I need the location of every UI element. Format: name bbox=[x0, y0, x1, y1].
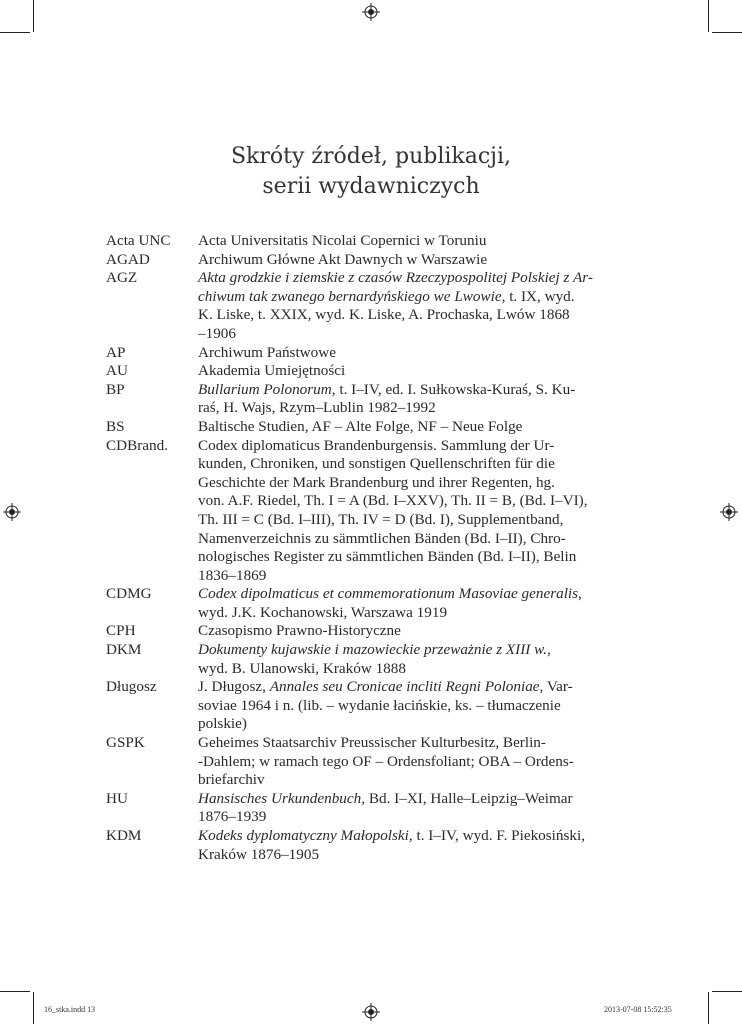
abbreviation-description bbox=[198, 622, 611, 641]
crop-mark bbox=[0, 32, 30, 33]
list-item bbox=[106, 790, 611, 827]
text: , Var- bbox=[539, 678, 573, 696]
list-item bbox=[106, 437, 611, 586]
text: Kraków 1876–1905 bbox=[198, 845, 320, 863]
crop-mark bbox=[712, 991, 742, 992]
description-line bbox=[198, 604, 611, 623]
text: , t. IX, wyd. bbox=[501, 287, 575, 305]
text: wyd. B. Ulanowski, Kraków 1888 bbox=[198, 659, 406, 677]
text: Namenverzeichnis zu sämmtlichen Bänden (Bd. I–II), Chro- bbox=[198, 529, 566, 547]
abbreviation-description bbox=[198, 678, 611, 734]
abbreviation-description bbox=[198, 641, 611, 678]
abbreviation: CDBrand. bbox=[106, 436, 169, 454]
abbreviation-description bbox=[198, 418, 611, 437]
text: Codex diplomaticus Brandenburgensis. Sammlung der Ur- bbox=[198, 436, 555, 454]
description-line bbox=[198, 753, 611, 772]
description-line bbox=[198, 399, 611, 418]
abbreviation-description bbox=[198, 251, 611, 270]
list-item bbox=[106, 827, 611, 864]
footer-file: 16_stka.indd 13 bbox=[44, 1005, 96, 1014]
description-line bbox=[198, 418, 611, 437]
text: wyd. J.K. Kochanowski, Warszawa 1919 bbox=[198, 603, 448, 621]
description-line bbox=[198, 715, 611, 734]
footer-timestamp: 2013-07-08 15:52:35 bbox=[604, 1005, 672, 1014]
text: Archiwum Główne Akt Dawnych w Warszawie bbox=[198, 250, 488, 268]
list-item bbox=[106, 418, 611, 437]
crop-mark bbox=[708, 992, 709, 1024]
abbreviation: AP bbox=[106, 343, 126, 361]
description-line bbox=[198, 269, 611, 288]
text: , Bd. I–XI, Halle–Leipzig–Weimar bbox=[361, 789, 573, 807]
abbreviation: AU bbox=[106, 362, 128, 380]
list-item bbox=[106, 641, 611, 678]
abbreviation: HU bbox=[106, 789, 128, 807]
description-line bbox=[198, 567, 611, 586]
description-line bbox=[198, 381, 611, 400]
list-item bbox=[106, 678, 611, 734]
description-line bbox=[198, 548, 611, 567]
italic-text: Bullarium Polonorum bbox=[198, 380, 332, 398]
text: Akademia Umiejętności bbox=[198, 362, 346, 380]
list-item bbox=[106, 585, 611, 622]
text: Acta Universitatis Nicolai Copernici w Toruniu bbox=[198, 232, 487, 249]
crop-mark bbox=[0, 991, 30, 992]
description-line bbox=[198, 641, 611, 660]
abbreviation: AGZ bbox=[106, 269, 138, 287]
abbreviation-description bbox=[198, 381, 611, 418]
text: briefarchiv bbox=[198, 771, 265, 789]
abbreviation: GSPK bbox=[106, 734, 145, 752]
list-item bbox=[106, 232, 611, 251]
list-item bbox=[106, 622, 611, 641]
description-line bbox=[198, 251, 611, 270]
description-line bbox=[198, 511, 611, 530]
description-line bbox=[198, 771, 611, 790]
description-line bbox=[198, 437, 611, 456]
description-line bbox=[198, 734, 611, 753]
italic-text: Codex dipolmaticus et commemorationum Masoviae generalis bbox=[198, 585, 579, 603]
text: K. Liske, t. XXIX, wyd. K. Liske, A. Prochaska, Lwów 1868 bbox=[198, 306, 570, 324]
list-item bbox=[106, 381, 611, 418]
registration-mark-icon bbox=[362, 3, 380, 21]
text: raś, H. Wajs, Rzym–Lublin 1982–1992 bbox=[198, 399, 436, 417]
page-title bbox=[0, 142, 742, 202]
abbreviation: CDMG bbox=[106, 585, 152, 603]
description-line bbox=[198, 622, 611, 641]
description-line bbox=[198, 306, 611, 325]
description-line bbox=[198, 530, 611, 549]
abbreviation-description bbox=[198, 232, 611, 251]
text: -Dahlem; w ramach tego OF – Ordensfoliant; OBA – Ordens- bbox=[198, 752, 574, 770]
abbreviation: DKM bbox=[106, 641, 142, 659]
italic-text: Annales seu Cronicae incliti Regni Poloniae bbox=[269, 678, 540, 696]
text: , bbox=[546, 641, 551, 659]
registration-mark-icon bbox=[362, 1003, 380, 1021]
abbreviation: KDM bbox=[106, 827, 142, 844]
crop-mark bbox=[712, 32, 742, 33]
italic-text: Kodeks dyplomatyczny Małopolski bbox=[198, 827, 409, 844]
description-line bbox=[198, 660, 611, 679]
text: soviae 1964 i n. (lib. – wydanie łacińskie, ks. – tłumaczenie bbox=[198, 696, 561, 714]
text: von. A.F. Riedel, Th. I = A (Bd. I–XXV), Th. II = B, (Bd. I–VI), bbox=[198, 492, 588, 510]
text: Geschichte der Mark Brandenburg und ihrer Regenten, hg. bbox=[198, 473, 555, 491]
description-line bbox=[198, 455, 611, 474]
abbreviation-list bbox=[106, 232, 611, 864]
list-item bbox=[106, 734, 611, 790]
list-item bbox=[106, 344, 611, 363]
abbreviation-description bbox=[198, 362, 611, 381]
description-line bbox=[198, 362, 611, 381]
description-line bbox=[198, 325, 611, 344]
text: kunden, Chroniken, und sonstigen Quellenschriften für die bbox=[198, 455, 555, 473]
description-line bbox=[198, 585, 611, 604]
crop-mark bbox=[33, 992, 34, 1024]
text: Archiwum Państwowe bbox=[198, 343, 336, 361]
text: polskie) bbox=[198, 715, 247, 733]
description-line bbox=[198, 790, 611, 809]
text: –1906 bbox=[198, 324, 236, 342]
italic-text: chiwum tak zwanego bernardyńskiego we Lwowie bbox=[198, 287, 502, 305]
italic-text: Hansisches Urkundenbuch bbox=[198, 789, 362, 807]
text: Th. III = C (Bd. I–III), Th. IV = D (Bd. I), Supplementband, bbox=[198, 510, 564, 528]
abbreviation-description bbox=[198, 437, 611, 586]
abbreviation-description bbox=[198, 344, 611, 363]
description-line bbox=[198, 344, 611, 363]
abbreviation-description bbox=[198, 790, 611, 827]
crop-mark bbox=[708, 0, 709, 32]
text: Czasopismo Prawno-Historyczne bbox=[198, 622, 401, 640]
description-line bbox=[198, 808, 611, 827]
text: nologisches Register zu sämmtlichen Bänden (Bd. I–II), Belin bbox=[198, 548, 577, 566]
description-line bbox=[198, 232, 611, 251]
abbreviation: BS bbox=[106, 417, 125, 435]
abbreviation-description bbox=[198, 585, 611, 622]
description-line bbox=[198, 827, 611, 846]
abbreviation: BP bbox=[106, 380, 125, 398]
text: 1876–1939 bbox=[198, 808, 267, 826]
text: Baltische Studien, AF – Alte Folge, NF – Neue Folge bbox=[198, 417, 523, 435]
abbreviation-description bbox=[198, 269, 611, 343]
abbreviation: AGAD bbox=[106, 250, 150, 268]
text: , bbox=[578, 585, 582, 603]
registration-mark-icon bbox=[720, 503, 738, 521]
abbreviation: Acta UNC bbox=[106, 232, 171, 249]
title-line: Skróty źródeł, publikacji, bbox=[230, 144, 512, 169]
text: , t. I–IV, wyd. F. Piekosiński, bbox=[408, 827, 586, 844]
abbreviation: Długosz bbox=[106, 678, 157, 696]
list-item bbox=[106, 251, 611, 270]
description-line bbox=[198, 474, 611, 493]
text: Geheimes Staatsarchiv Preussischer Kulturbesitz, Berlin- bbox=[198, 734, 546, 752]
text: , t. I–IV, ed. I. Sułkowska-Kuraś, S. Ku- bbox=[331, 380, 576, 398]
list-item bbox=[106, 269, 611, 343]
crop-mark bbox=[33, 0, 34, 32]
text: J. Długosz, bbox=[198, 678, 270, 696]
description-line bbox=[198, 697, 611, 716]
italic-text: Akta grodzkie i ziemskie z czasów Rzeczypospolitej Polskiej z Ar- bbox=[198, 269, 593, 287]
italic-text: Dokumenty kujawskie i mazowieckie przeważnie z XIII w. bbox=[198, 641, 547, 659]
title-line: serii wydawniczych bbox=[262, 174, 480, 199]
text: 1836–1869 bbox=[198, 566, 267, 584]
abbreviation-description bbox=[198, 734, 611, 790]
registration-mark-icon bbox=[3, 503, 21, 521]
description-line bbox=[198, 492, 611, 511]
description-line bbox=[198, 288, 611, 307]
abbreviation-description bbox=[198, 827, 611, 864]
description-line bbox=[198, 846, 611, 865]
list-item bbox=[106, 362, 611, 381]
description-line bbox=[198, 678, 611, 697]
abbreviation: CPH bbox=[106, 622, 136, 640]
